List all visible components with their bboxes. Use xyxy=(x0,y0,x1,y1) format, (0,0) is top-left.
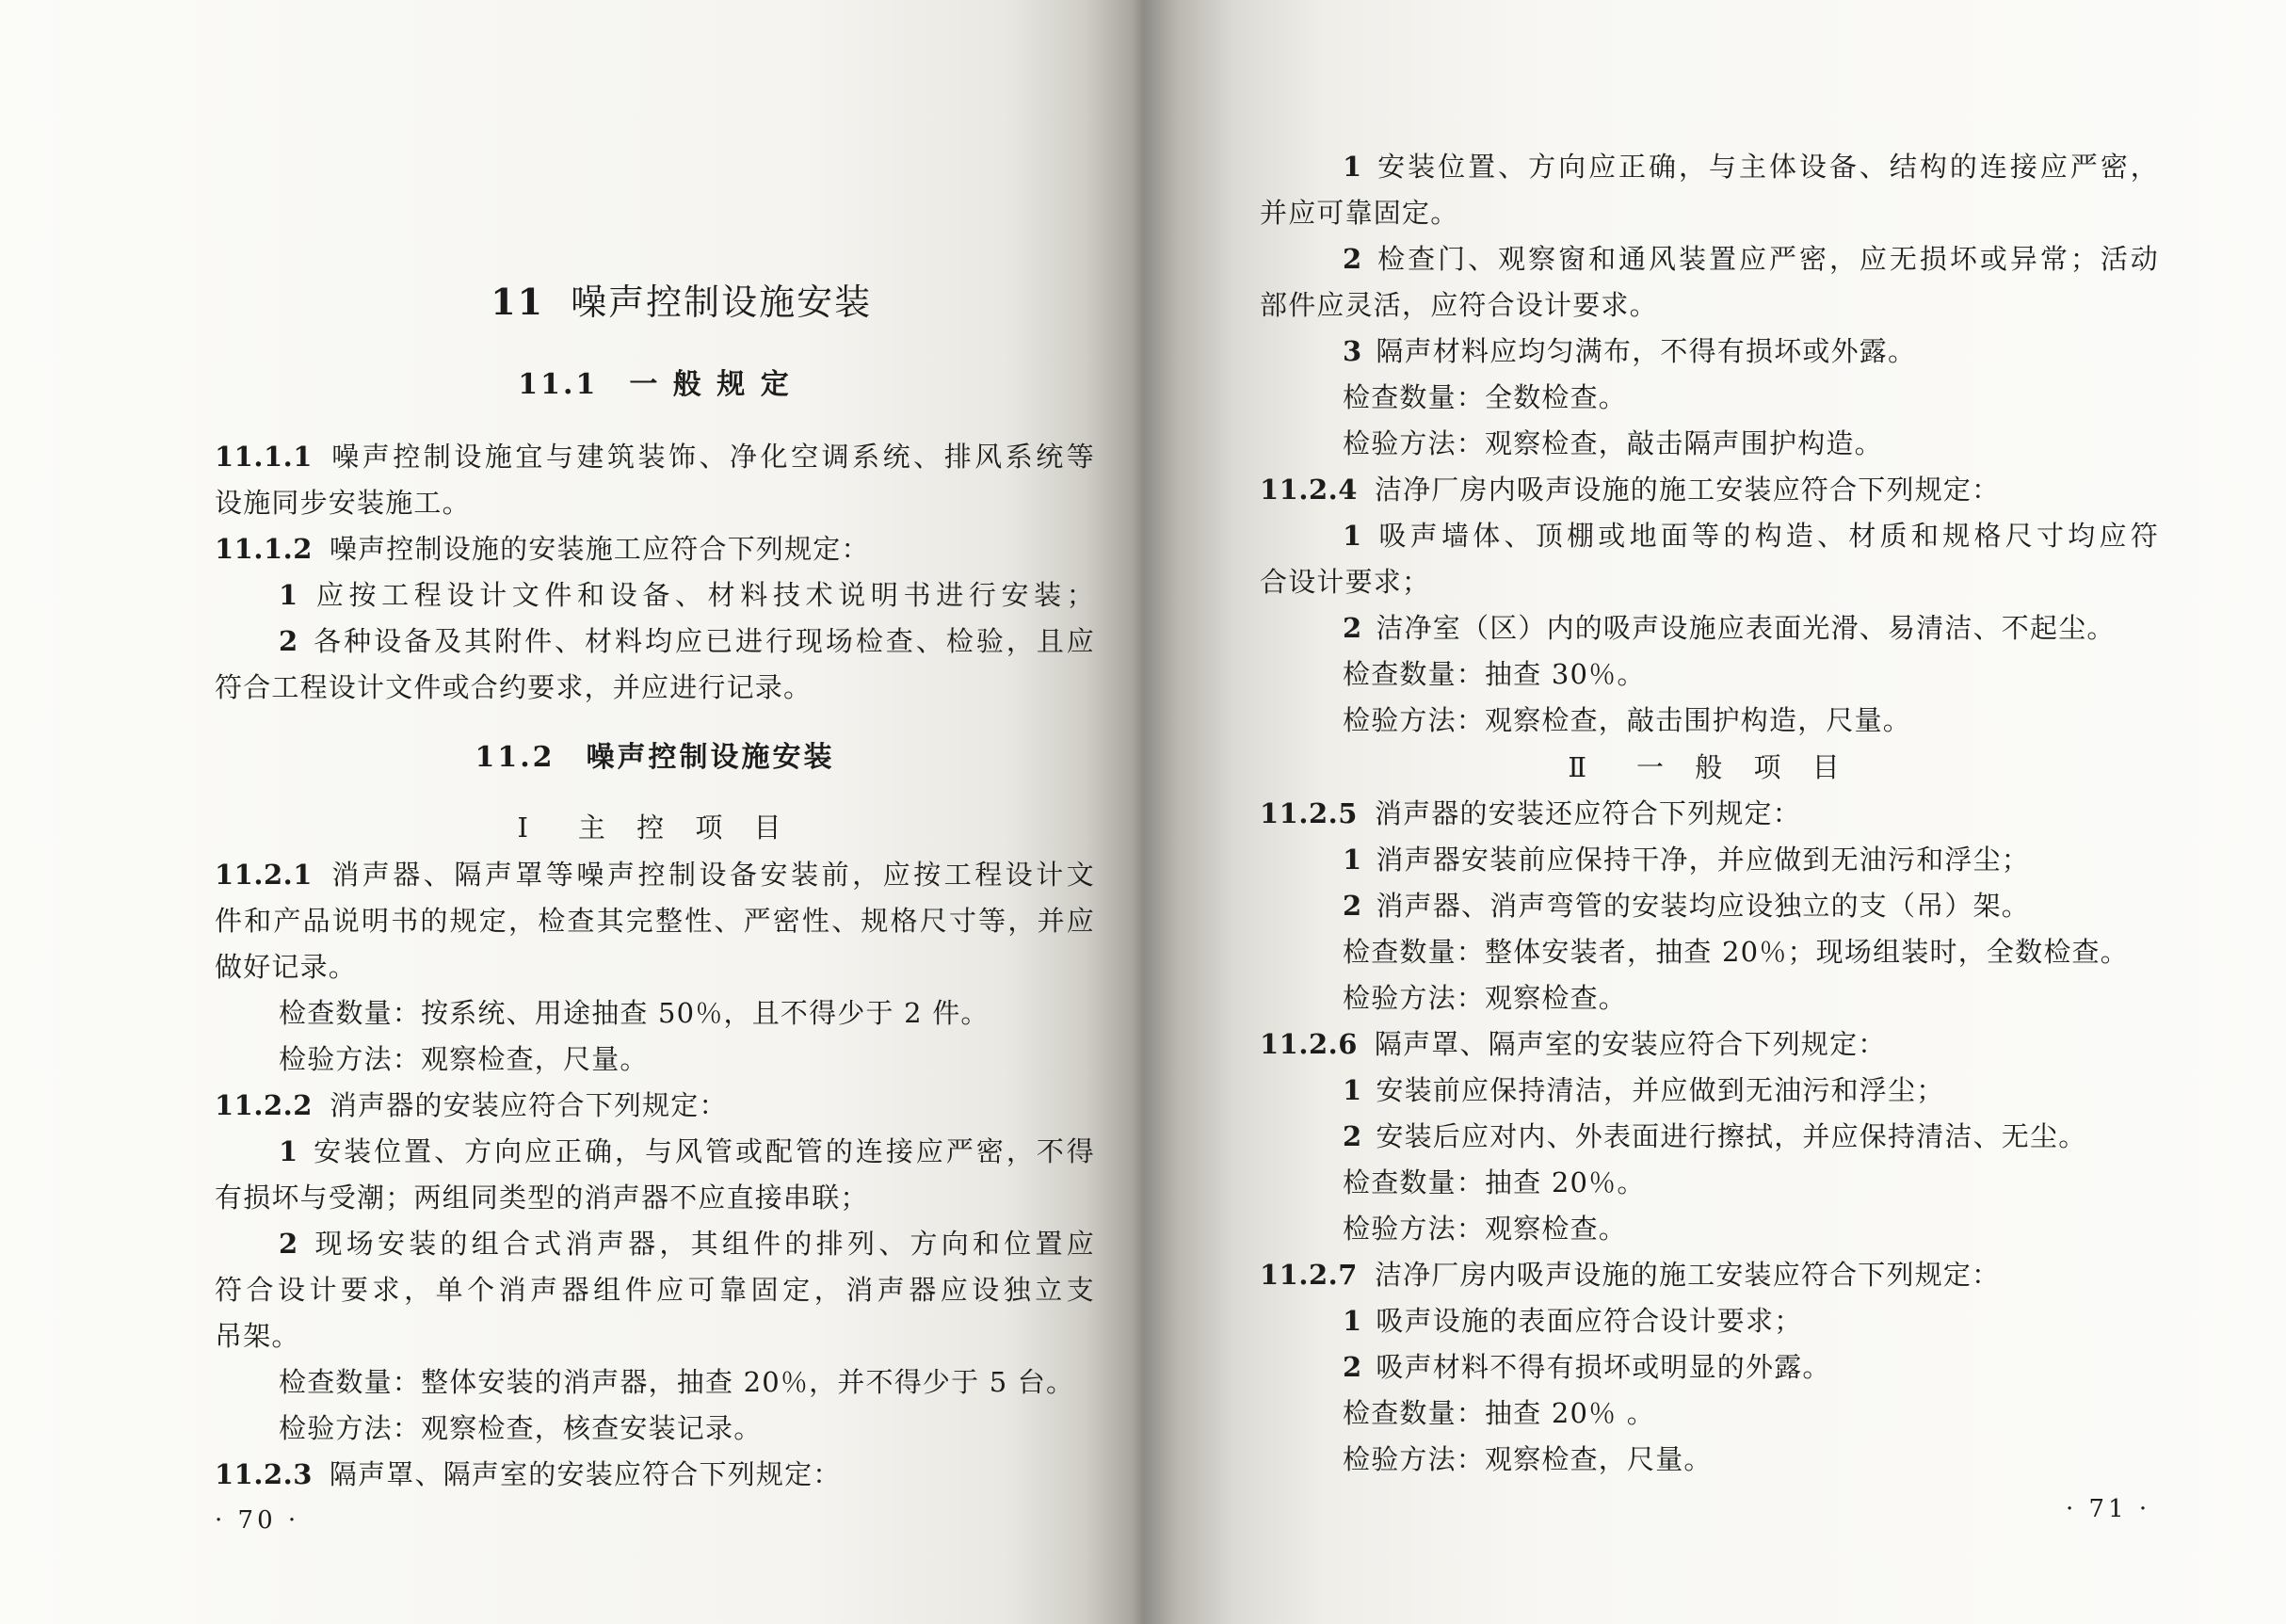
item-number: 2 xyxy=(1343,612,1363,644)
list-item xyxy=(1260,518,2159,554)
list-item xyxy=(1260,842,2159,877)
item-text: 吸声墙体、顶棚或地面等的构造、材质和规格尺寸均应符 xyxy=(1376,520,2159,552)
item-text: 消声器、消声弯管的安装均应设独立的支（吊）架。 xyxy=(1376,890,2030,922)
item-text: 吸声材料不得有损坏或明显的外露。 xyxy=(1376,1351,1831,1383)
inspection-method: 检验方法：观察检查，敲击隔声围护构造。 xyxy=(1343,427,1883,459)
item-text: 隔声材料应均匀满布，不得有损坏或外露。 xyxy=(1376,335,1917,367)
subsection-heading: Ⅱ 一 般 项 目 xyxy=(1568,751,1851,783)
clause-text: 消声器、隔声罩等噪声控制设备安装前，应按工程设计文 xyxy=(329,859,1095,891)
clause-text-line: 符合设计要求，单个消声器组件应可靠固定，消声器应设独立支 xyxy=(215,1274,1095,1306)
clause-text: 隔声罩、隔声室的安装应符合下列规定： xyxy=(329,1458,842,1490)
clause-number: 11.2.1 xyxy=(215,859,313,891)
list-item xyxy=(1260,333,2159,369)
item-number: 1 xyxy=(1343,1074,1363,1106)
clause-number: 11.2.5 xyxy=(1260,797,1358,829)
clause-text-line: 符合工程设计文件或合约要求，并应进行记录。 xyxy=(215,671,813,703)
check-quantity: 检查数量：整体安装的消声器，抽查 20％，并不得少于 5 台。 xyxy=(279,1366,1075,1398)
list-item xyxy=(215,577,1095,613)
clause-text: 洁净厂房内吸声设施的施工安装应符合下列规定： xyxy=(1374,1259,2001,1291)
list-item xyxy=(1260,149,2159,185)
item-text: 应按工程设计文件和设备、材料技术说明书进行安装； xyxy=(312,579,1095,611)
check-quantity: 检查数量：抽查 30％。 xyxy=(1343,658,1646,690)
clause-text: 洁净厂房内吸声设施的施工安装应符合下列规定： xyxy=(1374,474,2001,506)
clause-text: 噪声控制设施的安装施工应符合下列规定： xyxy=(329,533,870,565)
item-number: 2 xyxy=(1343,243,1363,275)
item-number: 1 xyxy=(1343,520,1363,552)
clause-paragraph xyxy=(1260,796,2159,831)
clause-paragraph xyxy=(215,1456,1095,1492)
check-quantity: 检查数量：抽查 20％ 。 xyxy=(1343,1397,1655,1429)
item-text: 检查门、观察窗和通风装置应严密，应无损坏或异常；活动 xyxy=(1376,243,2159,275)
clause-paragraph xyxy=(1260,1026,2159,1062)
item-number: 2 xyxy=(1343,1120,1363,1152)
clause-paragraph xyxy=(215,531,1095,567)
chapter-title: 噪声控制设施安装 xyxy=(571,281,873,323)
clause-number: 11.2.3 xyxy=(215,1458,313,1490)
item-text: 吸声设施的表面应符合设计要求； xyxy=(1376,1305,1803,1337)
inspection-method: 检验方法：观察检查，核查安装记录。 xyxy=(279,1412,763,1444)
clause-number: 11.2.6 xyxy=(1260,1028,1358,1060)
clause-text-line: 做好记录。 xyxy=(215,951,358,983)
clause-paragraph xyxy=(215,857,1095,892)
item-number: 1 xyxy=(1343,151,1363,183)
list-item xyxy=(1260,241,2159,277)
clause-text-line: 合设计要求； xyxy=(1260,566,1431,598)
clause-text: 消声器的安装应符合下列规定： xyxy=(329,1089,728,1121)
page-number: · 70 · xyxy=(215,1506,300,1535)
clause-text-line: 件和产品说明书的规定，检查其完整性、严密性、规格尺寸等，并应 xyxy=(215,905,1095,937)
clause-paragraph xyxy=(215,1087,1095,1123)
item-text: 现场安装的组合式消声器，其组件的排列、方向和位置应 xyxy=(312,1228,1095,1260)
list-item xyxy=(1260,1349,2159,1385)
list-item xyxy=(1260,1303,2159,1339)
clause-number: 11.2.7 xyxy=(1260,1259,1358,1291)
inspection-method: 检验方法：观察检查，尺量。 xyxy=(279,1043,649,1075)
item-text: 安装后应对内、外表面进行擦拭，并应保持清洁、无尘。 xyxy=(1376,1120,2087,1152)
clause-text: 消声器的安装还应符合下列规定： xyxy=(1374,797,1801,829)
item-number: 1 xyxy=(279,579,299,611)
clause-number: 11.1.1 xyxy=(215,441,313,473)
clause-number: 11.1.2 xyxy=(215,533,313,565)
item-number: 2 xyxy=(279,625,299,657)
inspection-method: 检验方法：观察检查，尺量。 xyxy=(1343,1443,1713,1475)
clause-paragraph xyxy=(1260,1257,2159,1293)
check-quantity: 检查数量：整体安装者，抽查 20％；现场组装时，全数检查。 xyxy=(1343,936,2129,968)
item-number: 3 xyxy=(1343,335,1363,367)
item-number: 2 xyxy=(1343,890,1363,922)
clause-text-line: 并应可靠固定。 xyxy=(1260,197,1459,229)
list-item xyxy=(215,623,1095,659)
list-item xyxy=(1260,1118,2159,1154)
clause-paragraph xyxy=(215,439,1095,474)
clause-number: 11.2.2 xyxy=(215,1089,313,1121)
inspection-method: 检验方法：观察检查。 xyxy=(1343,1213,1628,1245)
list-item xyxy=(1260,1072,2159,1108)
list-item xyxy=(215,1226,1095,1262)
clause-text-line: 设施同步安装施工。 xyxy=(215,487,471,519)
clause-paragraph xyxy=(1260,472,2159,507)
clause-text-line: 吊架。 xyxy=(215,1320,300,1352)
chapter-number: 11 xyxy=(491,281,545,323)
clause-number: 11.2.4 xyxy=(1260,474,1358,506)
chapter-heading xyxy=(215,249,1095,356)
check-quantity: 检查数量：抽查 20％。 xyxy=(1343,1166,1646,1198)
inspection-method: 检验方法：观察检查，敲击围护构造，尺量。 xyxy=(1343,704,1912,736)
page-number: · 71 · xyxy=(2066,1495,2151,1523)
item-number: 1 xyxy=(1343,844,1363,876)
item-text: 洁净室（区）内的吸声设施应表面光滑、易清洁、不起尘。 xyxy=(1376,612,2116,644)
inspection-method: 检验方法：观察检查。 xyxy=(1343,982,1628,1014)
clause-text: 隔声罩、隔声室的安装应符合下列规定： xyxy=(1374,1028,1887,1060)
item-text: 各种设备及其附件、材料均应已进行现场检查、检验，且应 xyxy=(312,625,1095,657)
item-number: 1 xyxy=(279,1135,299,1167)
item-text: 安装位置、方向应正确，与主体设备、结构的连接应严密， xyxy=(1376,151,2159,183)
section-heading: 11.1 一 般 规 定 xyxy=(518,368,792,401)
item-number: 2 xyxy=(279,1228,299,1260)
item-text: 安装前应保持清洁，并应做到无油污和浮尘； xyxy=(1376,1074,1945,1106)
item-text: 安装位置、方向应正确，与风管或配管的连接应严密，不得 xyxy=(312,1135,1095,1167)
list-item xyxy=(215,1134,1095,1169)
subsection-heading: Ⅰ 主 控 项 目 xyxy=(517,812,793,844)
clause-text-line: 部件应灵活，应符合设计要求。 xyxy=(1260,289,1658,321)
item-number: 1 xyxy=(1343,1305,1363,1337)
list-item xyxy=(1260,888,2159,924)
clause-text-line: 有损坏与受潮；两组同类型的消声器不应直接串联； xyxy=(215,1182,869,1214)
item-number: 2 xyxy=(1343,1351,1363,1383)
section-heading: 11.2 噪声控制设施安装 xyxy=(475,741,835,774)
clause-text: 噪声控制设施宜与建筑装饰、净化空调系统、排风系统等 xyxy=(329,441,1095,473)
item-text: 消声器安装前应保持干净，并应做到无油污和浮尘； xyxy=(1376,844,2030,876)
right-page xyxy=(1143,0,2286,1624)
list-item xyxy=(1260,610,2159,646)
check-quantity: 检查数量：按系统、用途抽查 50％，且不得少于 2 件。 xyxy=(279,997,990,1029)
check-quantity: 检查数量：全数检查。 xyxy=(1343,381,1628,413)
